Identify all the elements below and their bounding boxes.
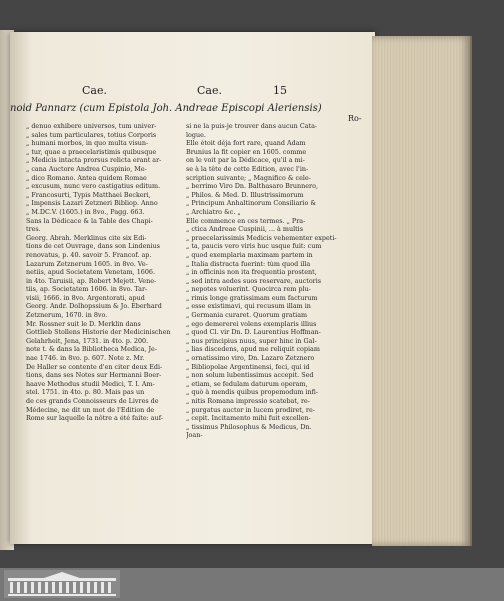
text-line: „ praecelarissimis Medicis vehementer expeti- bbox=[186, 233, 337, 242]
left-column bbox=[26, 122, 176, 423]
catchword-top: Ro- bbox=[348, 114, 362, 123]
text-line: „ Archiatro &c. „ bbox=[186, 207, 241, 216]
title-line: noid Pannarz (cum Epistola Joh. Andreae Episcopi Aleriensis) bbox=[10, 103, 322, 114]
text-line: Rome sur laquelle la nôtre a été faite: auf- bbox=[26, 414, 164, 423]
text-line: Joan- bbox=[186, 431, 203, 440]
text-line: Brunius la fit copier en 1605. comme bbox=[186, 147, 307, 156]
text-line: „ ornatissimo viro, Dn. Lazaro Zetznero bbox=[186, 354, 315, 363]
text-line: Zetznerum, 1670. in 8vo. bbox=[26, 311, 108, 320]
text-line: nae 1746. in 8vo. p. 607. Note z. Mr. bbox=[26, 354, 145, 363]
text-line: „ excusum, nunc vero castigatius editum. bbox=[26, 182, 161, 191]
text-line: Médecine, ne dit un mot de l'Edition de bbox=[26, 405, 155, 414]
text-line: „ sales tum particulares, totius Corporis bbox=[26, 130, 157, 139]
text-line: „ tur, quae a praecelaristimis quibusque bbox=[26, 147, 157, 156]
text-line: tiis, ap. Societatem 1606. in 8vo. Tar- bbox=[26, 285, 148, 294]
text-line: „ quò à mendis quibus propemodum infi- bbox=[186, 388, 319, 397]
text-line: de ces grands Connoisseurs de Livres de bbox=[26, 397, 159, 405]
text-line: „ quod Cl. vir Dn. D. Laurentius Hoffman- bbox=[186, 328, 321, 337]
text-line: „ Bibliopolae Argentinensi, feci, qui id bbox=[186, 362, 310, 371]
text-line: „ Francosurti, Typis Matthaei Beckeri, bbox=[26, 190, 151, 199]
text-line: logue. bbox=[186, 130, 206, 139]
text-line: Georg. Abrah. Merklinus cite six Edi- bbox=[26, 233, 147, 242]
text-line: „ Italia distracta fuerint: tùm quod illa bbox=[186, 259, 311, 268]
text-line: on le voit par la Dédicace, qu'il a mi- bbox=[186, 156, 305, 165]
text-line: „ Principum Anhaltinorum Consiliario & bbox=[186, 199, 317, 208]
text-line: si ne la puis-je trouver dans aucun Cata- bbox=[186, 122, 318, 130]
text-line: stel. 1751. in 4to. p. 80. Mais pas un bbox=[26, 388, 145, 397]
text-line: Elle étoit déja fort rare, quand Adam bbox=[186, 139, 306, 148]
text-line: Sans la Dédicace & la Table des Chapi- bbox=[26, 216, 153, 225]
header-left: Cae. bbox=[82, 84, 107, 97]
text-line: „ lias discedens, apud me reliquit copiam bbox=[186, 345, 320, 354]
text-line: scription suivante; „ Magnifico & cele- bbox=[186, 173, 311, 182]
text-line: tions, dans ses Notes sur Hermanni Boer- bbox=[26, 371, 162, 380]
text-line: „ Philos. & Med. D. Illustrissimorum bbox=[186, 190, 304, 199]
text-line: Gelahrheit, Jena, 1731. in 4to. p. 200. bbox=[26, 336, 149, 345]
text-line: Lazarum Zetznerum 1605. in 8vo. Ve- bbox=[26, 259, 148, 268]
text-line: in 4to. Taruisii, ap. Robert Mejett. Vene- bbox=[26, 276, 157, 285]
text-line: „ sed intra aedes suos reservare, auctoris bbox=[186, 276, 322, 285]
right-column bbox=[186, 122, 354, 440]
text-line: „ M.DC.V. (1605.) in 8vo., Pagg. 663. bbox=[26, 207, 145, 216]
library-logo-icon bbox=[4, 570, 120, 598]
running-header bbox=[0, 84, 504, 100]
text-line: „ nitis Romana impressio scatebat, re- bbox=[186, 397, 310, 405]
text-line: „ non solum lubentissimus accepit. Sed bbox=[186, 371, 314, 380]
text-line: „ etiam, se fedulam daturum operam, bbox=[186, 379, 308, 388]
page-number: 15 bbox=[273, 84, 287, 97]
text-line: „ Impensis Lazari Zetzneri Bibliop. Anno bbox=[26, 199, 158, 208]
text-line: „ rimis longe gratissimam eum facturum bbox=[186, 293, 318, 302]
text-line: „ ego demererei volens exemplaris illius bbox=[186, 319, 317, 328]
text-line: Gottlieb Stollens Historie der Medicinischen bbox=[26, 328, 171, 337]
text-line: „ berrimo Viro Dn. Balthasaro Brunnero, bbox=[186, 182, 318, 191]
text-line: Elle commence en ces termes. „ Pra- bbox=[186, 216, 306, 225]
text-line: „ esse existimavi, qui recusum illam in bbox=[186, 302, 311, 311]
text-line: „ nepotes voluerint. Quocirca rem plu- bbox=[186, 285, 311, 294]
text-line: „ cepit. Incitamento mihi fuit excellen- bbox=[186, 414, 311, 423]
text-line: tres. bbox=[26, 225, 41, 234]
text-line: haave Methodus studii Medici, T. I. Am- bbox=[26, 379, 155, 388]
text-line: „ purgatus auctor in lucem prodiret, re- bbox=[186, 405, 315, 414]
text-line: „ tissimus Philosophus & Medicus, Dn. bbox=[186, 422, 312, 431]
text-line: „ Medicis intacta prorsus relicta erant ar- bbox=[26, 156, 162, 165]
text-line: „ quod exemplaria maximam partem in bbox=[186, 250, 313, 259]
text-line: tions de cet Ouvrage, dans son Lindenius bbox=[26, 242, 160, 251]
text-line: Georg. Andr. Dolhopssium & Jo. Eberhard bbox=[26, 302, 162, 311]
text-line: Mr. Rossner suit le D. Merklin dans bbox=[26, 319, 141, 328]
text-line: netiis, apud Societatem Venetam, 1606. bbox=[26, 268, 155, 277]
page-block-edge bbox=[372, 36, 472, 546]
text-line: „ denuo exhibere universos, tum univer- bbox=[26, 122, 157, 130]
text-line: renovatus, p. 40. savoir 5. Francof. ap. bbox=[26, 250, 152, 259]
text-line: De Haller se contente d'en citer deux Edi- bbox=[26, 362, 163, 371]
text-line: „ ctica Andreae Cuspinii, ... à multis bbox=[186, 225, 304, 234]
text-line: „ humani morbos, in quo multa visun- bbox=[26, 139, 149, 148]
text-line: „ dico Romano. Antea quidem Romae bbox=[26, 173, 147, 182]
text-line: „ Germania curaret. Quorum gratiam bbox=[186, 311, 308, 320]
text-line: note t. & dans la Bibliotheca Medica, Je- bbox=[26, 345, 157, 354]
text-line: visii, 1666. in 8vo. Argentorati, apud bbox=[26, 293, 145, 302]
text-line: se à la tête de cette Edition, avec l'in- bbox=[186, 164, 309, 173]
header-middle: Cae. bbox=[197, 84, 222, 97]
text-line: „ ta, paucis vero viris huc usque fuit: cum bbox=[186, 242, 322, 251]
text-line: „ nus principius nuus, super hinc in Gal- bbox=[186, 336, 317, 345]
text-line: „ in officinis non ita frequentia prostent, bbox=[186, 268, 317, 277]
text-line: „ cana Auctore Andrea Cuspinio, Me- bbox=[26, 164, 147, 173]
